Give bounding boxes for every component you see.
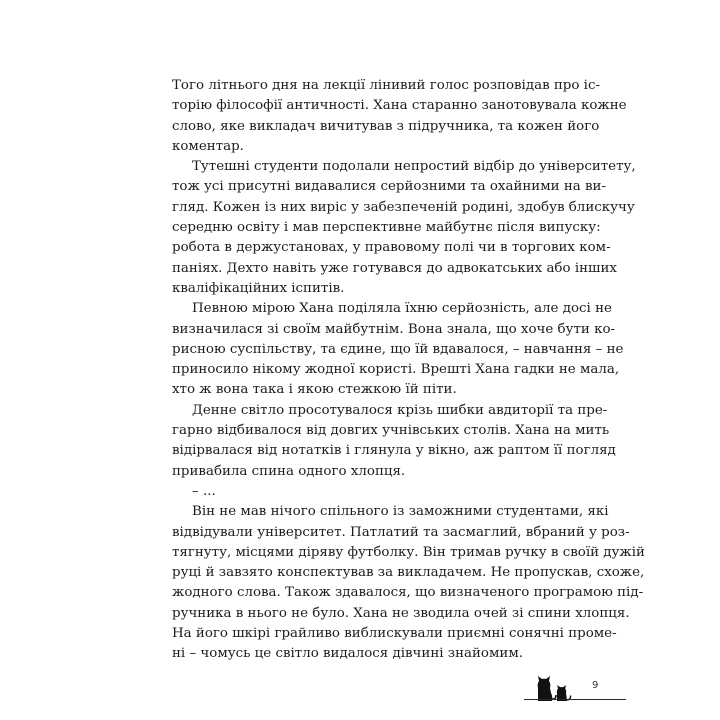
text-line-10: паніях. Дехто навіть уже готувався до адвокатських або інших — [172, 260, 617, 276]
text-line-22: Він не мав нічого спільного із заможними студентами, які — [192, 504, 609, 520]
text-line-6: тож усі присутні видавалися серйозними та охайними на ви- — [172, 179, 606, 195]
text-line-14: рисною суспільству, та єдине, що їй вдавалося, – навчання – не — [172, 341, 624, 357]
text-line-11: кваліфікаційних іспитів. — [172, 280, 345, 296]
text-line-23: відвідували університет. Патлатий та засмаглий, вбраний у роз- — [172, 524, 630, 540]
text-line-25: руці й завзято конспектував за викладачем. Не пропускав, схоже, — [172, 565, 645, 581]
text-line-13: визначилася зі своїм майбутнім. Вона знала, що хоче бути ко- — [172, 321, 616, 337]
text-line-7: гляд. Кожен із них виріс у забезпеченій родині, здобув блискучу — [172, 199, 635, 215]
text-line-8: середню освіту і мав перспективне майбутнє після випуску: — [172, 220, 601, 236]
footer-divider — [524, 699, 626, 700]
text-line-28: На його шкірі грайливо виблискували приємні сонячні проме- — [172, 626, 617, 642]
text-line-21: – ... — [192, 483, 216, 499]
text-line-12: Певною мірою Хана поділяла їхню серйозність, але досі не — [192, 301, 612, 317]
text-line-9: робота в держустановах, у правовому полі чи в торгових ком- — [172, 240, 611, 256]
text-line-4: коментар. — [172, 138, 244, 154]
text-line-26: жодного слова. Також здавалося, що визначеного програмою під- — [172, 585, 644, 601]
text-line-16: хто ж вона така і якою стежкою їй піти. — [172, 382, 457, 398]
cats-silhouette-icon — [534, 675, 574, 701]
text-line-1: Того літнього дня на лекції лінивий голос розповідав про іс- — [172, 78, 600, 93]
text-line-27: ручника в нього не було. Хана не зводила очей зі спини хлопця. — [172, 605, 630, 621]
text-line-3: слово, яке викладач вичитував з підручника, та кожен його — [172, 118, 600, 134]
text-line-18: гарно відбивалося від довгих учнівських столів. Хана на мить — [172, 423, 610, 439]
text-line-15: приносило нікому жодної користі. Врешті Хана гадки не мала, — [172, 362, 620, 378]
page-number: 9 — [592, 680, 599, 691]
text-line-5: Тутешні студенти подолали непростий відбір до університету, — [192, 159, 636, 175]
text-line-20: привабила спина одного хлопця. — [172, 463, 406, 479]
text-line-2: торію філософії античності. Хана старанно занотовувала кожне — [172, 98, 627, 114]
text-line-29: ні – чомусь це світло видалося дівчині знайомим. — [172, 646, 524, 662]
body-text — [172, 76, 645, 665]
text-line-17: Денне світло просотувалося крізь шибки авдиторії та пре- — [192, 402, 608, 418]
text-line-19: відірвалася від нотатків і глянула у вікно, аж раптом її погляд — [172, 443, 616, 459]
text-line-24: тягнуту, місцями діряву футболку. Він тримав ручку в своїй дужій — [172, 544, 645, 560]
